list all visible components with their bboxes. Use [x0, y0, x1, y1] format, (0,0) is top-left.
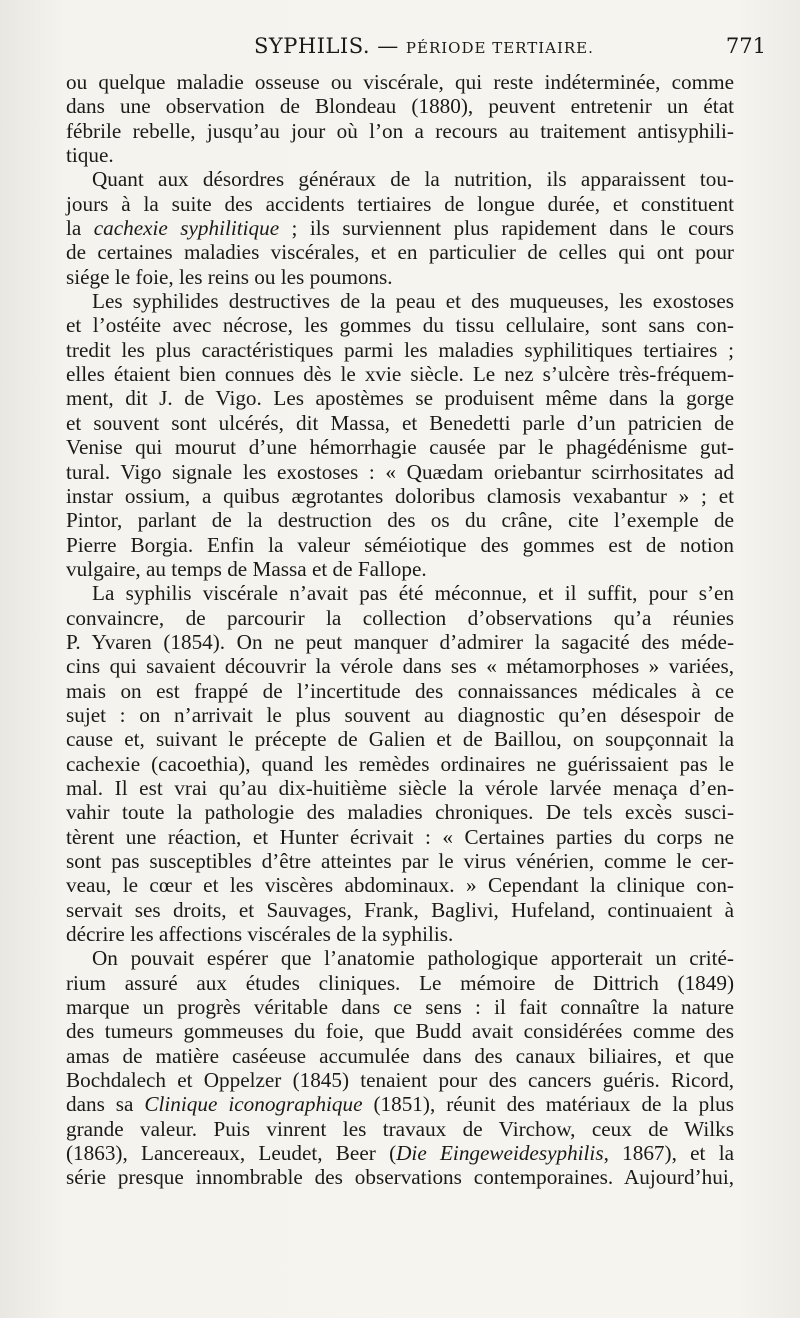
text-line: Pierre Borgia. Enfin la valeur séméiotique des gommes est de notion	[66, 532, 734, 557]
text-line: rium assuré aux études cliniques. Le mémoire de Dittrich (1849)	[66, 970, 734, 995]
text-line: jours à la suite des accidents tertiaires de longue durée, et constituent	[66, 191, 734, 216]
text-line: mais on est frappé de l’incertitude des connaissances médicales à ce	[66, 678, 734, 703]
text-line: veau, le cœur et les viscères abdominaux. » Cependant la clinique con-	[66, 873, 734, 898]
text-line: des tumeurs gommeuses du foie, que Budd avait considérées comme des	[66, 1019, 734, 1044]
text-line: série presque innombrable des observations contemporaines. Aujourd’hui,	[66, 1165, 734, 1190]
text-line	[66, 1141, 734, 1165]
page-number: 771	[725, 34, 766, 58]
text-line: marque un progrès véritable dans ce sens : il fait connaître la nature	[66, 995, 734, 1020]
text-segment: dans sa	[66, 1092, 145, 1117]
text-line: elles étaient bien connues dès le xvie siècle. Le nez s’ulcère très-fréquem-	[66, 362, 734, 387]
text-segment: , 1867), et la	[603, 1141, 734, 1166]
text-line: vahir toute la pathologie des maladies chroniques. De tels excès susci-	[66, 800, 734, 825]
text-line: amas de matière caséeuse accumulée dans des canaux biliaires, et que	[66, 1043, 734, 1068]
running-title-main: SYPHILIS. —	[254, 34, 406, 58]
text-line: sujet : on n’arrivait le plus souvent au diagnostic qu’en désespoir de	[66, 702, 734, 727]
text-line: décrire les affections viscérales de la syphilis.	[66, 922, 454, 947]
text-line: tique.	[66, 143, 114, 168]
running-title-sub: PÉRIODE TERTIAIRE.	[405, 39, 594, 57]
text-line: mal. Il est vrai qu’au dix-huitième siècle la vérole larvée menaça d’en-	[66, 775, 734, 800]
text-line: On pouvait espérer que l’anatomie pathologique apporterait un crité-	[92, 946, 734, 971]
text-line: tural. Vigo signale les exostoses : « Quædam oriebantur scirrhositates ad	[66, 459, 734, 484]
italic-title: cachexie syphilitique	[93, 216, 280, 241]
text-line: cachexie (cacoethia), quand les remèdes ordinaires ne guérissaient pas le	[66, 751, 734, 776]
page-header	[66, 32, 770, 60]
text-line: Bochdalech et Oppelzer (1845) tenaient pour des cancers guéris. Ricord,	[66, 1068, 734, 1093]
text-line: dans une observation de Blondeau (1880), peuvent entretenir un état	[66, 94, 734, 119]
text-line: Les syphilides destructives de la peau et des muqueuses, les exostoses	[92, 289, 734, 314]
running-title	[254, 34, 594, 58]
text-line	[66, 1092, 734, 1116]
text-line: cause et, suivant le précepte de Galien et de Baillou, on soupçonnait la	[66, 727, 734, 752]
text-line: convaincre, de parcourir la collection d’observations qu’a réunies	[66, 605, 734, 630]
text-line: ment, dit J. de Vigo. Les apostèmes se produisent même dans la gorge	[66, 386, 734, 411]
text-line: Venise qui mourut d’une hémorrhagie causée par le phagédénisme gut-	[66, 435, 734, 460]
text-line: grande valeur. Puis vinrent les travaux de Virchow, ceux de Wilks	[66, 1116, 734, 1141]
italic-title: Clinique iconographique	[144, 1092, 363, 1117]
text-line: instar ossium, a quibus ægrotantes doloribus clamosis vexabantur » ; et	[66, 483, 734, 508]
text-line: de certaines maladies viscérales, et en particulier de celles qui ont pour	[66, 240, 734, 265]
text-line: La syphilis viscérale n’avait pas été méconnue, et il suffit, pour s’en	[92, 581, 734, 606]
text-line: siége le foie, les reins ou les poumons.	[66, 264, 393, 289]
text-line: vulgaire, au temps de Massa et de Fallope.	[66, 556, 427, 581]
text-line: et l’ostéite avec nécrose, les gommes du tissu cellulaire, sont sans con-	[66, 313, 734, 338]
text-segment: ; ils surviennent plus rapidement dans le cours	[279, 216, 734, 241]
text-line: P. Yvaren (1854). On ne peut manquer d’admirer la sagacité des méde-	[66, 629, 734, 654]
text-line: tredit les plus caractéristiques parmi les maladies syphilitiques tertiaires ;	[66, 337, 734, 362]
text-segment: la	[66, 216, 94, 241]
text-line: sont pas susceptibles d’être atteintes par le virus vénérien, comme le cer-	[66, 849, 734, 873]
body-text	[66, 70, 734, 1190]
text-line: Quant aux désordres généraux de la nutrition, ils apparaissent tou-	[92, 167, 734, 192]
text-line: fébrile rebelle, jusqu’au jour où l’on a recours au traitement antisyphili-	[66, 118, 734, 143]
text-line: Pintor, parlant de la destruction des os du crâne, cite l’exemple de	[66, 508, 734, 533]
text-line	[66, 216, 734, 240]
italic-title: Die Eingeweidesyphilis	[396, 1141, 604, 1166]
text-segment: (1863), Lancereaux, Leudet, Beer (	[66, 1141, 397, 1166]
text-segment: (1851), réunit des matériaux de la plus	[362, 1092, 734, 1117]
text-line: ou quelque maladie osseuse ou viscérale, qui reste indéterminée, comme	[66, 70, 734, 94]
text-line: servait ses droits, et Sauvages, Frank, Baglivi, Hufeland, continuaient à	[66, 897, 734, 922]
text-line: cins qui savaient découvrir la vérole dans ses « métamorphoses » variées,	[66, 654, 734, 679]
text-line: tèrent une réaction, et Hunter écrivait : « Certaines parties du corps ne	[66, 824, 734, 849]
text-line: et souvent sont ulcérés, dit Massa, et Benedetti parle d’un patricien de	[66, 410, 734, 435]
